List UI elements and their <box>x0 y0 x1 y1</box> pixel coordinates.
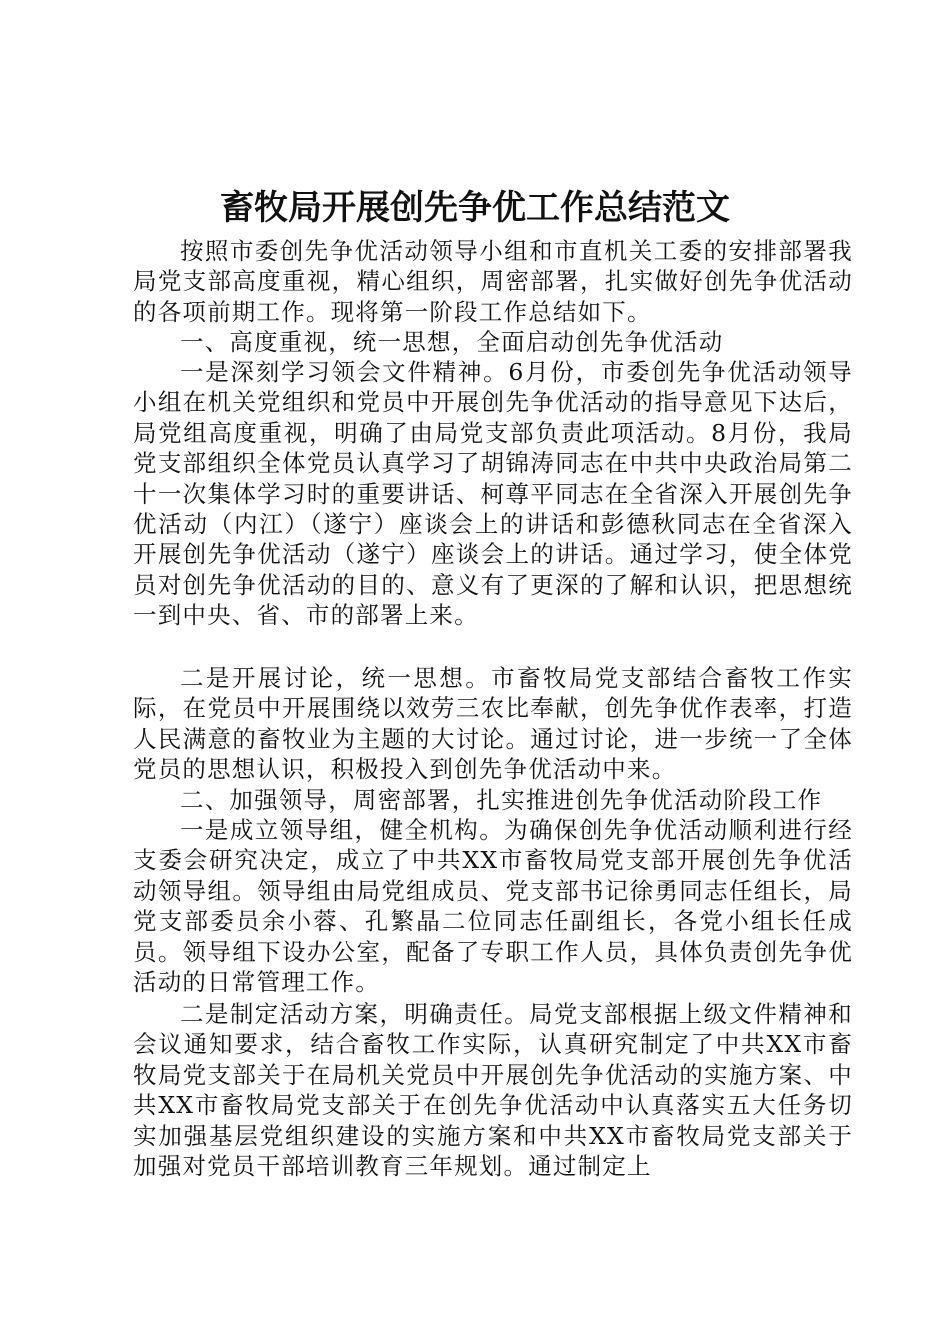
section-heading-1: 一、高度重视，统一思想，全面启动创先争优活动 <box>180 328 724 356</box>
paragraph-leadership-group: 一是成立领导组，健全机构。为确保创先争优活动顺利进行经支委会研究决定，成立了中共XX市畜牧局党支部开展创先争优活动领导组。领导组由局党组成员、党支部书记徐勇同志任组长，局党支部委员余小蓉、孔繁晶二位同志任副组长，各党小组长任成员。领导组下设办公室，配备了专职工作人员，具体负责创先争优活动的日常管理工作。 <box>133 816 853 997</box>
document-title: 畜牧局开展创先争优工作总结范文 <box>220 188 730 228</box>
paragraph-plan: 二是制定活动方案，明确责任。局党支部根据上级文件精神和会议通知要求，结合畜牧工作实际，认真研究制定了中共XX市畜牧局党支部关于在局机关党员中开展创先争优活动的实施方案、中共XX市畜牧局党支部关于在创先争优活动中认真落实五大任务切实加强基层党组织建设的实施方案和中共XX市畜牧局党支部关于加强对党员干部培训教育三年规划。通过制定上 <box>133 1000 853 1181</box>
paragraph-study: 一是深刻学习领会文件精神。6月份，市委创先争优活动领导小组在机关党组织和党员中开展创先争优活动的指导意见下达后，局党组高度重视，明确了由局党支部负责此项活动。8月份，我局党支部组织全体党员认真学习了胡锦涛同志在中共中央政治局第二十一次集体学习时的重要讲话、柯尊平同志在全省深入开展创先争优活动（内江）（遂宁）座谈会上的讲话和彭德秋同志在全省深入开展创先争优活动（遂宁）座谈会上的讲话。通过学习，使全体党员对创先争优活动的目的、意义有了更深的了解和认识，把思想统一到中央、省、市的部署上来。 <box>133 358 853 630</box>
section-heading-2: 二、加强领导，周密部署，扎实推进创先争优活动阶段工作 <box>180 786 823 814</box>
paragraph-intro: 按照市委创先争优活动领导小组和市直机关工委的安排部署我局党支部高度重视，精心组织，周密部署，扎实做好创先争优活动的各项前期工作。现将第一阶段工作总结如下。 <box>133 237 853 326</box>
paragraph-discussion: 二是开展讨论，统一思想。市畜牧局党支部结合畜牧工作实际，在党员中开展围绕以效劳三农比奉献，创先争优作表率，打造人民满意的畜牧业为主题的大讨论。通过讨论，进一步统一了全体党员的思想认识，积极投入到创先争优活动中来。 <box>133 664 853 784</box>
